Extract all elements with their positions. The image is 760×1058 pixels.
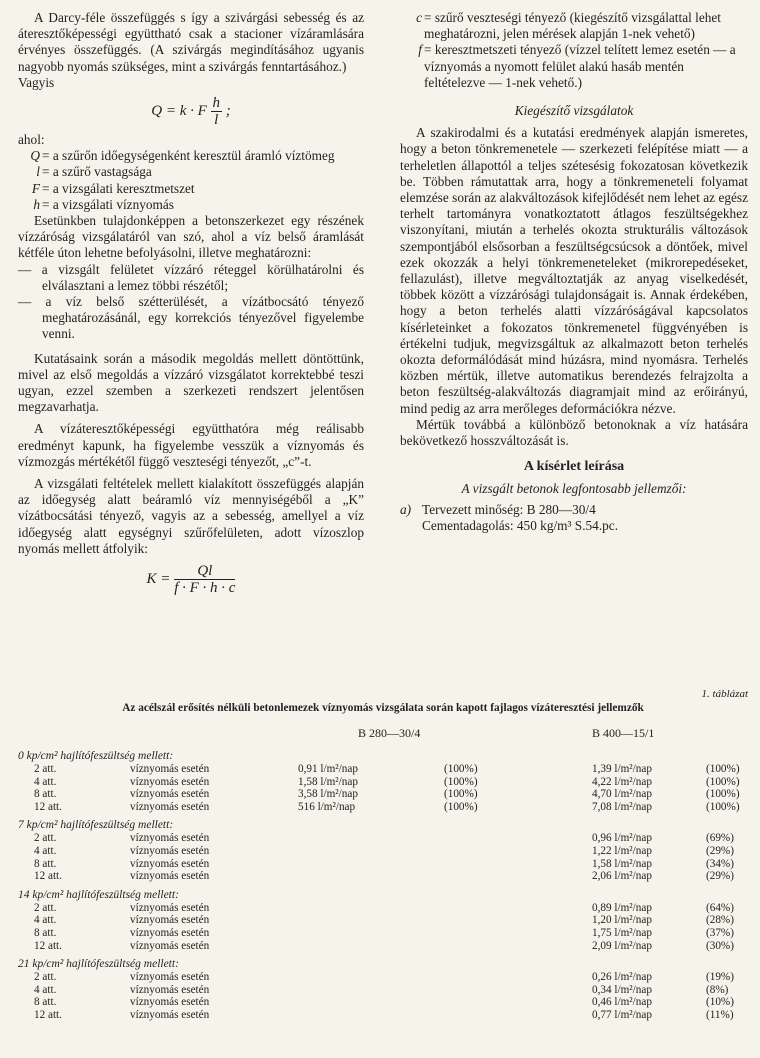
table-cell-v2: 0,96 l/m²/nap — [592, 832, 652, 845]
table-row — [18, 870, 748, 883]
table-cell-att: 2 att. — [34, 971, 57, 984]
table-cell-v1: 1,58 l/m²/nap — [298, 775, 358, 788]
formula-darcy-lhs: Q = k · F — [151, 102, 207, 119]
table-row — [18, 845, 748, 858]
table-cell-cond: víznyomás esetén — [130, 939, 210, 952]
table-cell-cond: víznyomás esetén — [130, 914, 210, 927]
table-cell-att: 8 att. — [34, 996, 57, 1009]
table-cell-p2: (28%) — [706, 914, 734, 927]
paragraph-vizatereszto: A vízáteresztőképességi együtthatóra még reálisabb eredményt kapunk, ha figyelembe vesszük a víznyomás és vízmozgás mértékétől függő veszteségi tényezőt, „c”-t. — [18, 421, 364, 469]
definition-symbol: f — [418, 42, 422, 58]
table-cell-p1: (100%) — [444, 800, 478, 813]
table-cell-att: 4 att. — [34, 983, 57, 996]
table-cell-v2: 0,26 l/m²/nap — [592, 971, 652, 984]
vagyis-label: Vagyis — [18, 74, 55, 90]
table-cell-p2: (19%) — [706, 971, 734, 984]
table-row — [18, 858, 748, 871]
table-cell-v2: 7,08 l/m²/nap — [592, 800, 652, 813]
table-cell-v2: 1,20 l/m²/nap — [592, 914, 652, 927]
dash-item-2: — a víz belső szétterülését, a vízátbocsátó tényező meghatározásánál, egy korrekciós tényezővel figyelembe venni. — [18, 294, 364, 342]
formula-k-numerator: Ql — [174, 563, 235, 580]
definition-item — [400, 42, 748, 91]
formula-darcy-tail: ; — [225, 102, 231, 119]
table-cell-cond: víznyomás esetén — [130, 857, 210, 870]
table-cell-cond: víznyomás esetén — [130, 971, 210, 984]
table-group-label: 0 kp/cm² hajlítófeszültség mellett: — [18, 750, 174, 762]
table-row — [18, 801, 748, 814]
table-cell-v1: 516 l/m²/nap — [298, 800, 356, 813]
table-row — [18, 832, 748, 845]
table-cell-cond: víznyomás esetén — [130, 1008, 210, 1021]
paragraph-esetunkben: Esetünkben tulajdonképpen a betonszerkezet egy részének vízzáróság vizsgálatáról van szó, ahol a víz belső áramlását kétféle úton lehetne befolyásolni, illetve meghatározni: — [18, 213, 364, 261]
table-cell-p2: (37%) — [706, 926, 734, 939]
table-column-headers — [18, 714, 748, 744]
table-cell-cond: víznyomás esetén — [130, 832, 210, 845]
table-cell-cond: víznyomás esetén — [130, 901, 210, 914]
table-cell-v2: 1,75 l/m²/nap — [592, 926, 652, 939]
table-cell-v2: 2,09 l/m²/nap — [592, 939, 652, 952]
table-cell-v1: 3,58 l/m²/nap — [298, 788, 358, 801]
table-cell-v2: 0,89 l/m²/nap — [592, 901, 652, 914]
table-cell-att: 12 att. — [34, 939, 62, 952]
table-cell-att: 12 att. — [34, 870, 62, 883]
table-cell-p2: (69%) — [706, 832, 734, 845]
definition-item — [18, 148, 364, 164]
table-cell-cond: víznyomás esetén — [130, 870, 210, 883]
table-row — [18, 763, 748, 776]
table-cell-p1: (100%) — [444, 775, 478, 788]
item-a-label: a) — [400, 501, 412, 517]
table-row — [18, 788, 748, 801]
table-cell-p1: (100%) — [444, 763, 478, 775]
table-cell-att: 8 att. — [34, 788, 57, 801]
table-row — [18, 914, 748, 927]
table-number: 1. táblázat — [701, 688, 748, 700]
table-cell-cond: víznyomás esetén — [130, 844, 210, 857]
definition-text: = szűrő veszteségi tényező (kiegészítő vizsgálattal lehet meghatározni, jelen mérések alapján 1-nek vehető) — [424, 10, 721, 42]
table-group — [18, 958, 748, 1021]
table-group-label: 21 kp/cm² hajlítófeszültség mellett: — [18, 958, 179, 971]
item-a-line-1: Tervezett minőség: B 280—30/4 — [422, 501, 596, 517]
table-row — [18, 940, 748, 953]
table-cell-cond: víznyomás esetén — [130, 800, 210, 813]
table-cell-v2: 1,22 l/m²/nap — [592, 844, 652, 857]
table-cell-cond: víznyomás esetén — [130, 788, 210, 801]
paragraph-mertuk: Mértük továbbá a különböző betonoknak a víz hatására bekövetkező hosszváltozását is. — [400, 416, 748, 449]
table-cell-v2: 1,58 l/m²/nap — [592, 857, 652, 870]
table-cell-p2: (100%) — [706, 788, 740, 801]
table-cell-v1: 0,91 l/m²/nap — [298, 763, 358, 775]
definition-symbol: l — [36, 164, 40, 180]
table-cell-att: 4 att. — [34, 914, 57, 927]
betonok-subheading: A vizsgált betonok legfontosabb jellemzői: — [461, 481, 687, 497]
table-cell-v2: 0,46 l/m²/nap — [592, 996, 652, 1009]
definition-item — [400, 10, 748, 42]
column-header-b280: B 280—30/4 — [358, 726, 421, 740]
formula-k-fraction — [174, 563, 235, 596]
paragraph-szakirodalmi: A szakirodalmi és a kutatási eredmények alapján ismeretes, hogy a beton tönkremenetele — szerkezeti felépítése miatt — a terheletlen állapottól a teljes szétesésig fokozatosan következik be. Többen rámutattak arra, hogy a tönkremeneteli folyamat elemzése során az alakváltozások kifejlődését nem lehet az egész terhelt tartományra vonatkoztatott átlagos feszültségekhez viszonyítani, miután a terhelés okozta strukturális változások szempontjából elsősorban a feszültségcsúcsok a döntőek, mivel ezek okozzák a helyi tönkremeneteleket (mikrorepedéseket, fellazulást), illetve megváltoztatják az anyag viselkedését, többek között a vízzárósági tulajdonságait is. Annak érdekében, hogy a beton terhelés alatti vízzáróságával kapcsolatos kísérleteinket a fokozatos tönkremenetel függvényében is értékelni tudjuk, megvizsgáltuk az alkalmazott beton terhelés okozta deformálódását mind húzásra, mind nyomásra. Terhelés közben mértük, illetve automatikus berendezés felrajzolta a beton feszültség-alakváltozás diagramjait mind az erőirányú, mind pedig az arra merőleges deformációkra nézve. — [400, 125, 748, 416]
table-cell-p2: (29%) — [706, 870, 734, 883]
table-cell-p2: (100%) — [706, 800, 740, 813]
definition-text: = a szűrőn időegységenként keresztül áramló víztömeg — [42, 148, 335, 164]
table-cell-p2: (30%) — [706, 939, 734, 952]
definition-item — [18, 164, 364, 180]
table-cell-p2: (64%) — [706, 901, 734, 914]
definition-symbol: F — [31, 180, 40, 196]
table-cell-p2: (8%) — [706, 983, 729, 996]
section-heading: A kísérlet leírása — [523, 459, 625, 475]
definition-item — [18, 197, 364, 213]
table-cell-p2: (11%) — [706, 1008, 734, 1021]
table-row — [18, 971, 748, 984]
definition-text: = a vizsgálati keresztmetszet — [42, 180, 195, 196]
table-row — [18, 927, 748, 940]
table-cell-att: 2 att. — [34, 763, 57, 775]
table-cell-cond: víznyomás esetén — [130, 763, 210, 775]
formula-k-denominator: f · F · h · c — [174, 580, 236, 597]
table-cell-v2: 1,39 l/m²/nap — [592, 763, 652, 775]
definition-symbol: Q — [30, 148, 40, 164]
table-cell-p2: (100%) — [706, 775, 740, 788]
table-group-label: 14 kp/cm² hajlítófeszültség mellett: — [18, 888, 179, 901]
item-a-line-2: Cementadagolás: 450 kg/m³ S.54.pc. — [422, 517, 619, 533]
table-cell-p2: (100%) — [706, 763, 740, 775]
item-a-body — [422, 502, 618, 534]
left-column — [18, 10, 364, 600]
formula-k — [18, 563, 364, 596]
results-table — [18, 688, 748, 1022]
table-row — [18, 1009, 748, 1022]
ahol-label: ahol: — [18, 132, 45, 148]
table-title: Az acélszál erősítés nélküli betonlemezek víznyomás vizsgálata során kapott fajlagos vízáteresztési jellemzők — [122, 702, 644, 714]
dash-item-1: — a vizsgált felületet vízzáró réteggel körülhatárolni és elválasztani a lemez többi részétől; — [18, 261, 364, 293]
paragraph-darcy: A Darcy-féle összefüggés s így a szivárgási sebesség és az áteresztőképességi együttható csak a stacioner vízáramlására érvényes összefüggés. (A szivárgás megindításához ugyanis nagyobb nyomás szükséges, mint a szivárgás fenntartásához.) — [18, 10, 364, 74]
formula-k-lhs: K = — [146, 571, 171, 588]
table-row — [18, 984, 748, 997]
table-cell-cond: víznyomás esetén — [130, 775, 210, 788]
definition-text: = a szűrő vastagsága — [42, 164, 152, 180]
definition-text: = a vizsgálati víznyomás — [42, 196, 174, 212]
table-row — [18, 902, 748, 915]
definition-symbol: h — [33, 196, 40, 212]
table-cell-v2: 4,70 l/m²/nap — [592, 788, 652, 801]
table-cell-att: 12 att. — [34, 800, 62, 813]
table-group-label: 7 kp/cm² hajlítófeszültség mellett: — [18, 819, 174, 832]
definition-item — [18, 181, 364, 197]
table-cell-att: 4 att. — [34, 775, 57, 788]
table-cell-cond: víznyomás esetén — [130, 996, 210, 1009]
table-body — [18, 750, 748, 1022]
table-cell-att: 4 att. — [34, 844, 57, 857]
table-cell-v2: 4,22 l/m²/nap — [592, 775, 652, 788]
table-group — [18, 889, 748, 952]
formula-darcy — [18, 95, 364, 128]
formula-darcy-numerator: h — [212, 95, 221, 112]
table-cell-cond: víznyomás esetén — [130, 926, 210, 939]
table-row — [18, 776, 748, 789]
table-cell-att: 2 att. — [34, 832, 57, 845]
table-cell-att: 2 att. — [34, 901, 57, 914]
table-cell-p2: (10%) — [706, 996, 734, 1009]
definition-symbol: c — [416, 10, 422, 25]
table-row — [18, 996, 748, 1009]
table-cell-v2: 2,06 l/m²/nap — [592, 870, 652, 883]
table-group — [18, 750, 748, 813]
table-cell-p1: (100%) — [444, 788, 478, 801]
table-cell-att: 8 att. — [34, 926, 57, 939]
column-header-b400: B 400—15/1 — [592, 726, 655, 740]
paragraph-kutatasaink: Kutatásaink során a második megoldás mellett döntöttünk, mivel az első megoldás a vízzáró vizsgálatot korrektebbé teszi ugyan, ezzel szemben a szerkezeti rendszert jelentősen megzavarhatja. — [18, 350, 364, 415]
table-cell-p2: (29%) — [706, 844, 734, 857]
table-cell-v2: 0,34 l/m²/nap — [592, 983, 652, 996]
item-a — [400, 502, 748, 534]
section-subheading: Kiegészítő vizsgálatok — [514, 103, 634, 119]
table-cell-v2: 0,77 l/m²/nap — [592, 1008, 652, 1021]
table-group — [18, 819, 748, 882]
table-cell-p2: (34%) — [706, 857, 734, 870]
formula-darcy-fraction — [211, 95, 223, 128]
right-column — [400, 10, 748, 534]
table-cell-cond: víznyomás esetén — [130, 983, 210, 996]
definition-list — [18, 148, 364, 213]
formula-darcy-denominator: l — [214, 112, 219, 129]
table-cell-att: 8 att. — [34, 857, 57, 870]
table-cell-att: 12 att. — [34, 1008, 62, 1021]
definition-text: = keresztmetszeti tényező (vízzel telített lemez esetén — a víznyomás a nyomott felület alakú hasáb mentén feltételezve — 1-nek vehető.) — [424, 42, 736, 90]
paragraph-vizsgalati: A vizsgálati feltételek mellett kialakított összefüggés alapján az időegység alatt beáramló víz mennyiségéből a „K” vízátbocsátási tényező, vagyis az a sebesség, amellyel a víz időegység alatt egységnyi szűrőfelületen, adott vízoszlop nyomás mellett átfolyik: — [18, 476, 364, 556]
